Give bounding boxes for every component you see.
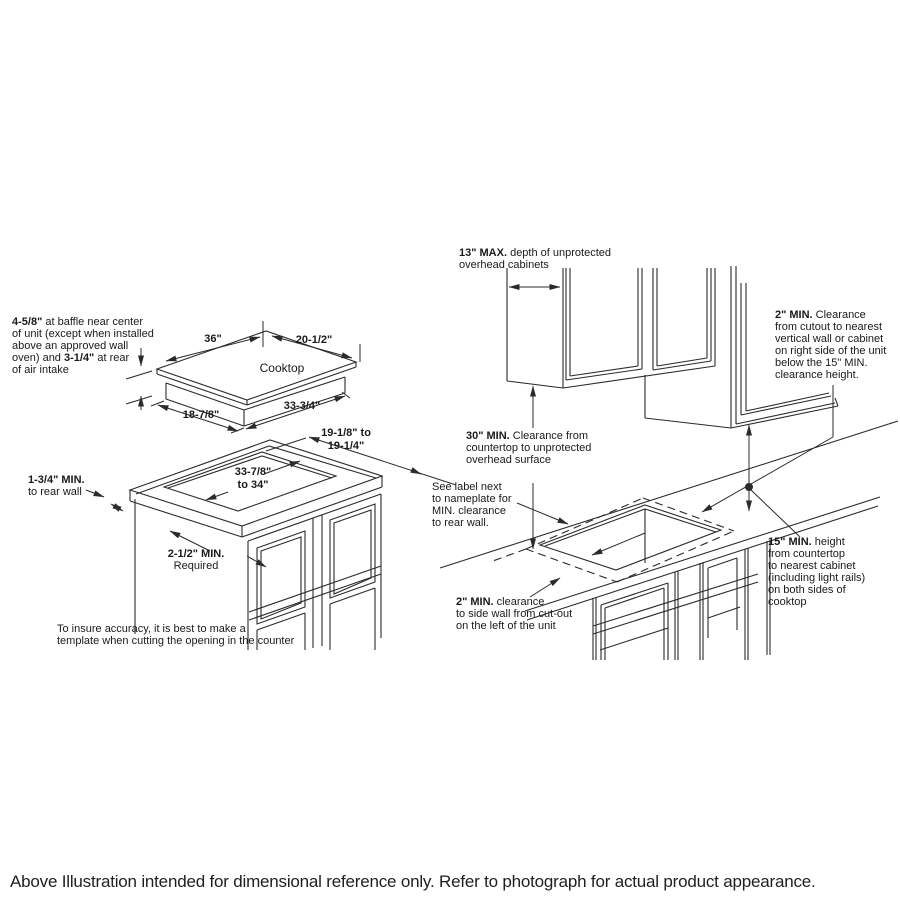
overhead-cabinet	[507, 268, 715, 388]
side-clearance-label: 2" MIN. clearance to side wall from cut-out on the left of the unit	[456, 596, 573, 632]
clearance-30-label: 30" MIN. Clearance from countertop to unprotected overhead surface	[466, 430, 592, 466]
baffle-note: 4-5/8" at baffle near center of unit (except when installed above an approved wall oven) and 3-1/4" at rear of air intake	[12, 316, 154, 376]
dimension-dot	[745, 483, 753, 491]
see-label-note: See label next to nameplate for MIN. clearance to rear wall.	[432, 481, 512, 529]
footer-disclaimer: Above Illustration intended for dimensional reference only. Refer to photograph for actual product appearance.	[10, 872, 816, 891]
dim-36-label: 36"	[204, 333, 222, 345]
dim-20-1-2-label: 20-1/2"	[295, 334, 333, 346]
height-15-label: 15" MIN. height from countertop to nearest cabinet (including light rails) on both sides of cooktop	[768, 536, 866, 608]
min-required-label: 2-1/2" MIN. Required	[167, 548, 225, 572]
rear-wall-label: 1-3/4" MIN. to rear wall	[28, 474, 85, 498]
cabinet-depth-label: 13" MAX. depth of unprotected overhead cabinets	[459, 247, 611, 271]
template-note: To insure accuracy, it is best to make a template when cutting the opening in the counter	[57, 623, 295, 647]
cooktop-label: Cooktop	[259, 361, 305, 375]
dim-18-7-8-label: 18-7/8"	[182, 409, 220, 421]
dim-19-range-label: 19-1/8" to 19-1/4"	[321, 427, 371, 452]
right-clearance-label: 2" MIN. Clearance from cutout to nearest vertical wall or cabinet on right side of the unit below the 15" MIN. clearance height.	[775, 309, 887, 381]
dim-33-3-4-label: 33-3/4"	[283, 400, 321, 412]
dim-33-range-label: 33-7/8" to 34"	[234, 466, 272, 491]
